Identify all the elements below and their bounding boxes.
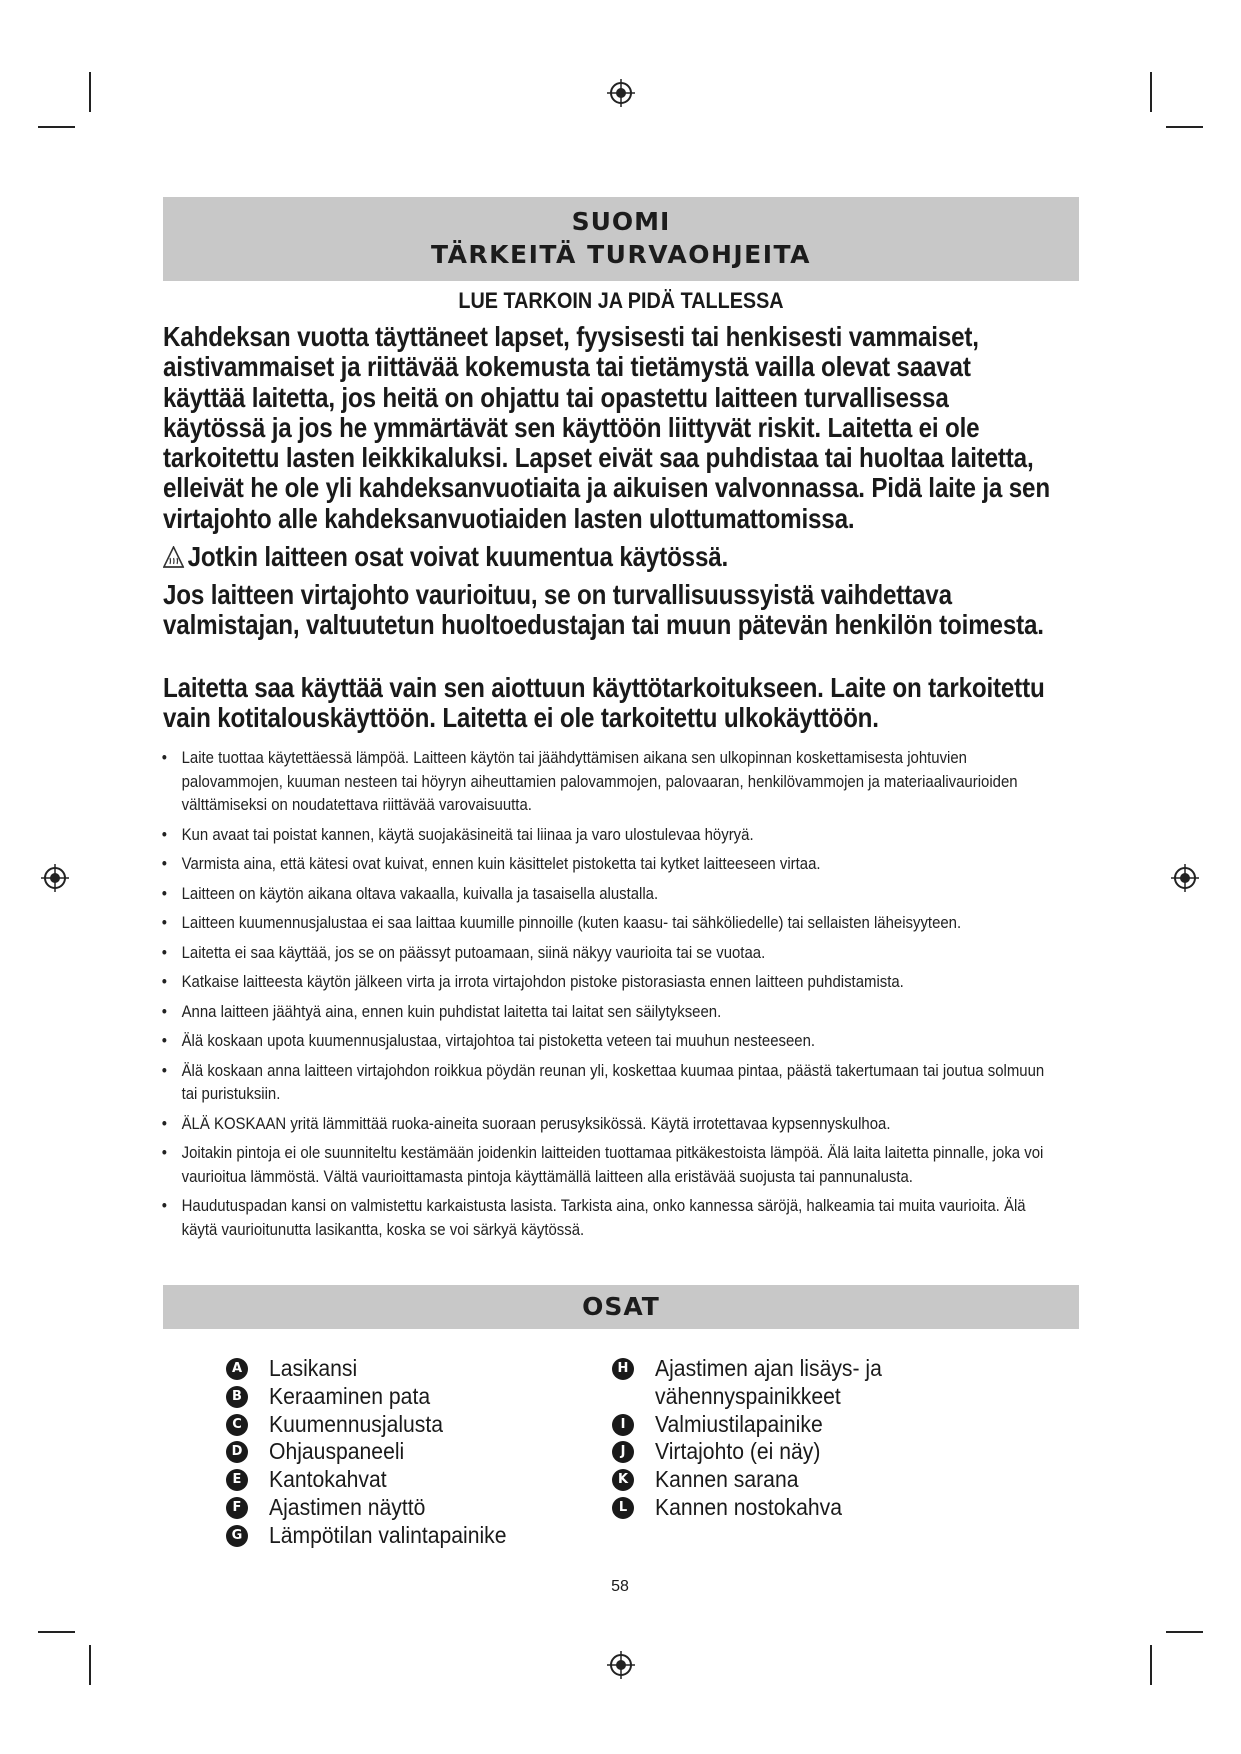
part-label: Ajastimen näyttö	[269, 1493, 426, 1520]
part-label-continued: vähennyspainikkeet	[655, 1382, 841, 1409]
crop-mark	[89, 1645, 91, 1685]
crop-mark	[89, 72, 91, 112]
list-item: • Laitteen on käytön aikana oltava vakaalla, kuivalla ja tasaisella alustalla.	[160, 882, 1060, 906]
page-title: TÄRKEITÄ TURVAOHJEITA	[430, 240, 812, 269]
hot-surface-warning-icon	[163, 546, 184, 568]
registration-mark-icon	[40, 863, 70, 893]
part-label: Lämpötilan valintapainike	[269, 1521, 507, 1548]
registration-mark-icon	[606, 78, 636, 108]
hot-surface-warning	[163, 542, 1052, 572]
part-letter-badge: A	[226, 1358, 248, 1380]
registration-mark-icon	[606, 1650, 636, 1680]
list-item: • Laitetta ei saa käyttää, jos se on päässyt putoamaan, siinä näkyy vaurioita tai se vuotaa.	[160, 941, 1060, 965]
list-item: • Joitakin pintoja ei ole suunniteltu kestämään joidenkin laitteiden tuottamaa pitkäkestoista lämpöä. Älä laita laitetta pinnalle, joka voi vaurioitua lämmöstä. Vältä vaurioittamasta pintoja käyttämällä laitteen alla eristävää suojusta tai pannunalusta.	[160, 1141, 1060, 1188]
parts-list-right	[612, 1355, 972, 1522]
crop-mark	[1166, 1631, 1203, 1633]
part-label: Keraaminen pata	[269, 1382, 431, 1409]
part-label: Lasikansi	[269, 1355, 358, 1381]
part-letter-badge: G	[226, 1525, 248, 1547]
list-item: • ÄLÄ KOSKAAN yritä lämmittää ruoka-aineita suoraan perusyksikössä. Käytä irrotettavaa kypsennyskulhoa.	[160, 1112, 1060, 1136]
crop-mark	[38, 126, 75, 128]
part-letter-badge: B	[226, 1386, 248, 1408]
crop-mark	[38, 1631, 75, 1633]
list-item: • Laite tuottaa käytettäessä lämpöä. Laitteen käytön tai jäähdyttämisen aikana sen ulkopinnan koskettamisesta johtuvien palovammojen, kuuman nesteen tai höyryn aiheuttamien palovammojen, palovaaran, henkilövammojen ja materiaalivaurioiden välttämiseksi on noudatettava riittävää varovaisuutta.	[160, 746, 1060, 817]
part-label: Virtajohto (ei näy)	[655, 1438, 821, 1465]
intro-paragraph: Laitetta saa käyttää vain sen aiottuun käyttötarkoitukseen. Laite on tarkoitettu vain kotitalouskäyttöön. Laitetta ei ole tarkoitettu ulkokäyttöön.	[163, 672, 1045, 734]
page-number: 58	[611, 1578, 629, 1595]
part-label: Kannen sarana	[655, 1466, 799, 1493]
part-letter-badge: L	[612, 1497, 634, 1519]
list-item: • Kun avaat tai poistat kannen, käytä suojakäsineitä tai liinaa ja varo ulostulevaa höyryä.	[160, 823, 1060, 847]
registration-mark-icon	[1170, 863, 1200, 893]
list-item	[612, 1466, 972, 1494]
crop-mark	[1150, 1645, 1152, 1685]
part-label: Kuumennusjalusta	[269, 1410, 444, 1437]
list-item	[612, 1438, 972, 1466]
crop-mark	[1150, 72, 1152, 112]
parts-heading: OSAT	[582, 1292, 660, 1321]
list-item: • Laitteen kuumennusjalustaa ei saa laittaa kuumille pinnoille (kuten kaasu- tai sähköliedelle) tai sellaisten läheisyyteen.	[160, 911, 1060, 935]
part-label: Valmiustilapainike	[655, 1410, 823, 1437]
header-band	[163, 197, 1079, 281]
parts-band	[163, 1285, 1079, 1329]
list-item	[226, 1494, 586, 1522]
list-item	[226, 1383, 586, 1411]
list-item	[226, 1522, 586, 1550]
part-label: Kannen nostokahva	[655, 1493, 842, 1520]
part-letter-badge: I	[612, 1414, 634, 1436]
list-item: • Älä koskaan anna laitteen virtajohdon roikkua pöydän reunan yli, koskettaa kuumaa pintaa, päästä takertumaan tai joutua solmuun tai puristuksiin.	[160, 1059, 1060, 1106]
list-item	[226, 1466, 586, 1494]
part-label: Kantokahvat	[269, 1466, 387, 1493]
part-letter-badge: K	[612, 1469, 634, 1491]
list-item	[612, 1355, 972, 1411]
part-letter-badge: J	[612, 1441, 634, 1463]
list-item: • Älä koskaan upota kuumennusjalustaa, virtajohtoa tai pistoketta veteen tai muuhun nesteeseen.	[160, 1029, 1060, 1053]
list-item	[612, 1494, 972, 1522]
list-item	[226, 1355, 586, 1383]
part-label: Ohjauspaneeli	[269, 1438, 405, 1465]
list-item	[226, 1438, 586, 1466]
warning-text: Jotkin laitteen osat voivat kuumentua käytössä.	[187, 541, 729, 572]
part-letter-badge: D	[226, 1441, 248, 1463]
crop-mark	[1166, 126, 1203, 128]
part-letter-badge: H	[612, 1358, 634, 1380]
list-item: • Katkaise laitteesta käytön jälkeen virta ja irrota virtajohdon pistoke pistorasiasta ennen laitteen puhdistamista.	[160, 970, 1060, 994]
list-item: • Haudutuspadan kansi on valmistettu karkaistusta lasista. Tarkista aina, onko kannessa säröjä, halkeamia tai muita vaurioita. Älä käytä vaurioitunutta lasikantta, koska se voi särkyä käytössä.	[160, 1194, 1060, 1241]
intro-paragraph: Kahdeksan vuotta täyttäneet lapset, fyysisesti tai henkisesti vammaiset, aistivammaiset ja riittävää kokemusta tai tietämystä vailla olevat saavat käyttää laitetta, jos heitä on ohjattu tai opastettu laitteen turvallisessa käytössä ja jos he ymmärtävät sen käyttöön liittyvät riskit. Laitetta ei ole tarkoitettu lasten leikkikaluksi. Lapset eivät saa puhdistaa tai huoltaa laitetta, elleivät he ole yli kahdeksanvuotiaita ja aikuisen valvonnassa. Pidä laite ja sen virtajohto alle kahdeksanvuotiaiden lasten ulottumattomissa.	[163, 321, 1050, 534]
list-item: • Varmista aina, että kätesi ovat kuivat, ennen kuin käsittelet pistoketta tai kytket laitteeseen virtaa.	[160, 852, 1060, 876]
part-letter-badge: E	[226, 1469, 248, 1491]
parts-list-left	[226, 1355, 586, 1550]
list-item	[612, 1411, 972, 1439]
intro-paragraph: Jos laitteen virtajohto vaurioituu, se on turvallisuussyistä vaihdettava valmistajan, valtuutetun huoltoedustajan tai muun pätevän henkilön toimesta.	[163, 579, 1044, 641]
list-item: • Anna laitteen jäähtyä aina, ennen kuin puhdistat laitetta tai laitat sen säilytykseen.	[160, 1000, 1060, 1024]
subtitle: LUE TARKOIN JA PIDÄ TALLESSA	[458, 288, 784, 313]
safety-bullet-list	[160, 746, 1060, 1247]
part-letter-badge: F	[226, 1497, 248, 1519]
language-heading: SUOMI	[571, 207, 671, 236]
part-label: Ajastimen ajan lisäys- ja	[655, 1355, 882, 1381]
list-item	[226, 1411, 586, 1439]
part-letter-badge: C	[226, 1414, 248, 1436]
